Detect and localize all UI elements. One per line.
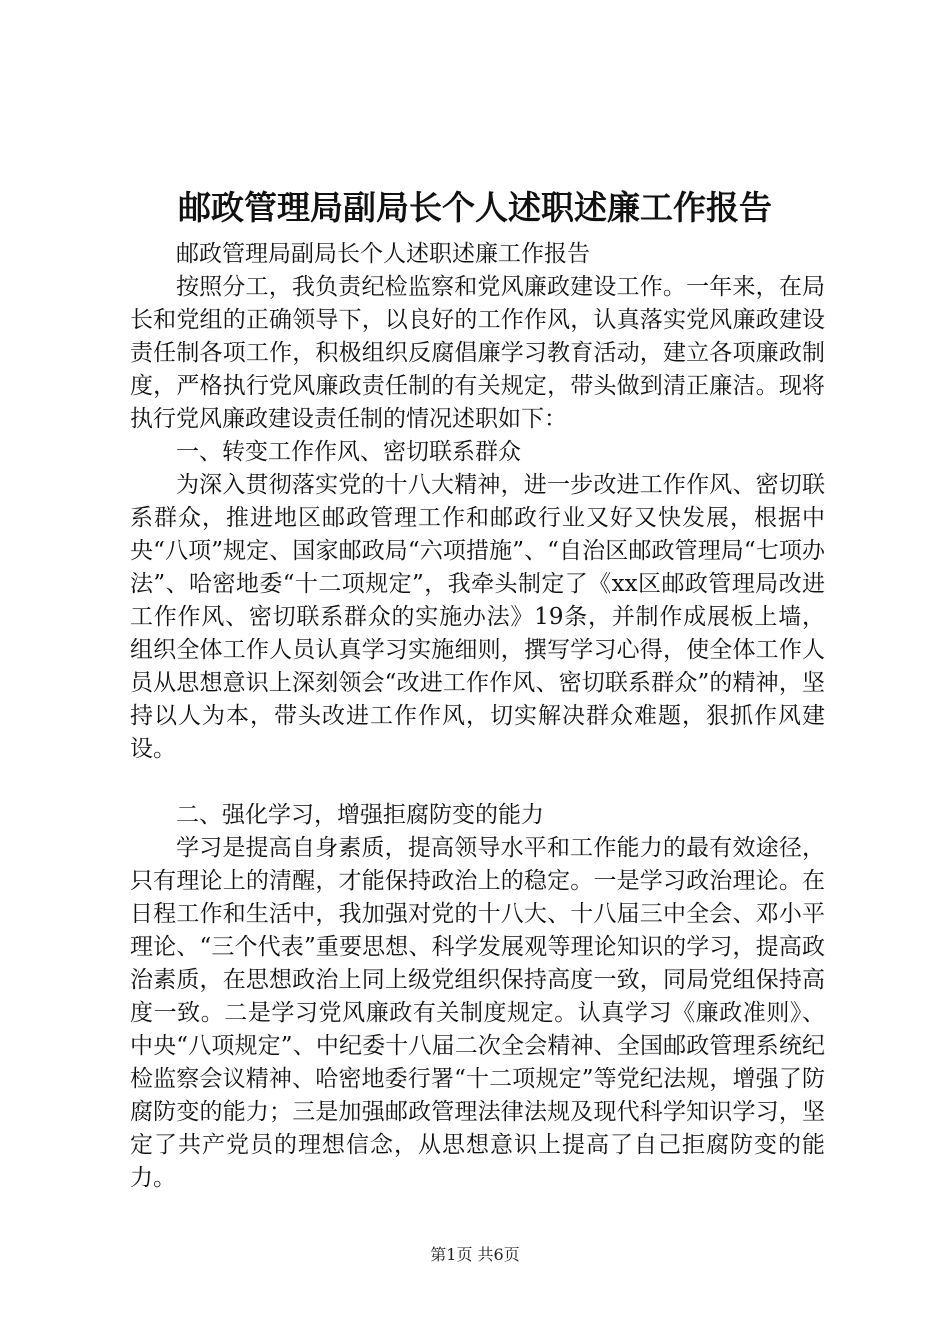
paragraph-section-1: 为深入贯彻落实党的十八大精神，进一步改进工作作风、密切联系群众，推进地区邮政管理工作和邮政行业又好又快发展，根据中央“八项”规定、国家邮政局“六项措施”、“自治区邮政管理局“七项办法”、哈密地委“十二项规定”，我牵头制定了《xx区邮政管理局改进工作作风、密切联系群众的实施办法》19条，并制作成展板上墙，组织全体工作人员认真学习实施细则，撰写学习心得，使全体工作人员从思想意识上深刻领会“改进工作作风、密切联系群众”的精神，坚持以人为本，带头改进工作作风，切实解决群众难题，狠抓作风建设。 [130,472,825,762]
document-body [130,238,825,1195]
section-heading-2: 二、强化学习，增强拒腐防变的能力 [176,802,544,828]
section-heading-1: 一、转变工作作风、密切联系群众 [176,439,521,465]
document-title: 邮政管理局副局长个人述职述廉工作报告 [178,188,772,227]
paragraph-subtitle: 邮政管理局副局长个人述职述廉工作报告 [176,241,590,267]
paragraph-intro: 按照分工，我负责纪检监察和党风廉政建设工作。一年来，在局长和党组的正确领导下，以良好的工作作风，认真落实党风廉政建设责任制各项工作，积极组织反腐倡廉学习教育活动，建立各项廉政制度，严格执行党风廉政责任制的有关规定，带头做到清正廉洁。现将执行党风廉政建设责任制的情况述职如下： [130,274,825,432]
page-footer: 第1页 共6页 [430,1245,520,1264]
paragraph-section-2: 学习是提高自身素质，提高领导水平和工作能力的最有效途径，只有理论上的清醒，才能保持政治上的稳定。一是学习政治理论。在日程工作和生活中，我加强对党的十八大、十八届三中全会、邓小平理论、“三个代表”重要思想、科学发展观等理论知识的学习，提高政治素质，在思想政治上同上级党组织保持高度一致，同局党组保持高度一致。二是学习党风廉政有关制度规定。认真学习《廉政准则》、中央“八项规定”、中纪委十八届二次全会精神、全国邮政管理系统纪检监察会议精神、哈密地委行署“十二项规定”等党纪法规，增强了防腐防变的能力；三是加强邮政管理法律法规及现代科学知识学习，坚定了共产党员的理想信念，从思想意识上提高了自己拒腐防变的能力。 [130,835,825,1191]
